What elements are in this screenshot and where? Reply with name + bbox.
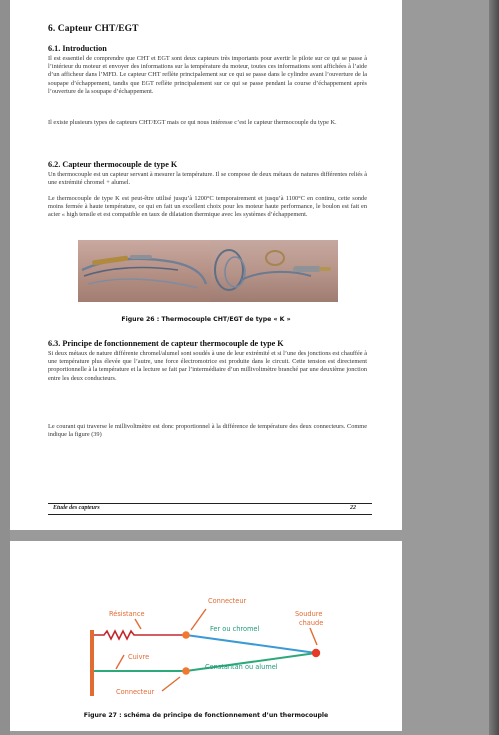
viewer-scrollbar[interactable] <box>489 0 499 735</box>
footer-rule-top <box>48 503 372 504</box>
footer-rule-bottom <box>48 514 372 515</box>
subsection-title-principle: 6.3. Principe de fonctionnement de capteur thermocouple de type K <box>48 339 284 348</box>
left-connector-bar <box>90 630 94 696</box>
pointer-connecteur-top <box>191 609 206 630</box>
label-soudure-chaude: Soudure chaude <box>295 610 324 627</box>
thermocouple-photo-left <box>78 240 211 302</box>
label-connecteur-top: Connecteur <box>208 597 247 605</box>
pointer-resistance <box>135 619 141 629</box>
document-page-23 <box>10 541 402 731</box>
subsection-title-type-k: 6.2. Capteur thermocouple de type K <box>48 160 178 169</box>
document-page-22 <box>10 0 402 530</box>
pointer-connecteur-bottom <box>162 677 180 691</box>
paragraph-principle-1: Si deux métaux de nature différente chromel/alumel sont soudés à une de leur extrémité et si l’une des jonctions est chauffée à une température plus élevée que l’autre, une force électromotrice est produite dans le circuit. Cette tension est directement proportionnelle à la température et la lecture se fait par l’intermédiaire d’un millivoltmètre branché par une deuxième jonction entre les deux conducteurs. <box>48 350 367 382</box>
label-cuivre: Cuivre <box>128 653 150 661</box>
label-connecteur-bottom: Connecteur <box>116 688 155 696</box>
hot-junction-dot <box>312 649 320 657</box>
paragraph-type-k-1: Un thermocouple est un capteur servant à mesurer la température. Il se compose de deux métaux de natures différentes reliés à une extrémité chromel + alumel. <box>48 171 367 187</box>
paragraph-intro-1: Il est essentiel de comprendre que CHT et EGT sont deux capteurs très importants pour avertir le pilote sur ce qui se passe à l’intérieur du moteur et envoyer des informations sur la température du moteur, toutes ces informations sont affichées à l’aide d’un afficheur dans l’MFD. Le capteur CHT reflète principalement sur ce qui se passe dans le cylindre avant l’ouverture de la soupape d’échappement, tandis que EGT reflète principalement sur ce qui se passe pendant la course d’échappement après l’ouverture de la soupape d’échappement. <box>48 55 367 95</box>
resistor-symbol <box>94 631 186 639</box>
pointer-cuivre <box>116 655 124 669</box>
section-title: 6. Capteur CHT/EGT <box>48 24 139 34</box>
thermocouple-diagram <box>10 541 402 701</box>
thermocouple-photo-right <box>211 240 338 302</box>
pointer-soudure <box>310 628 317 645</box>
viewer-left-edge <box>0 0 10 735</box>
footer-title: Etude des capteurs <box>53 505 100 511</box>
label-fer-chromel: Fer ou chromel <box>210 625 260 633</box>
paragraph-intro-2: Il existe plusieurs types de capteurs CHT/EGT mais ce qui nous intéresse c’est le capteur thermocouple du type K. <box>48 119 337 126</box>
paragraph-type-k-2: Le thermocouple de type K est peut-être utilisé jusqu’à 1200°C temporairement et jusqu’à 1100°C en continu, cette sonde moins fermée à haute température, ce qui en fait un excellent choix pour les moteur haute performance, le boulon est fait en acier « high tensile et est compatible en taux de dilatation thermique avec les systèmes d’échappement. <box>48 195 367 219</box>
page-number: 22 <box>350 505 356 511</box>
chromel-wire <box>186 635 316 653</box>
figure-26-caption: Figure 26 : Thermocouple CHT/EGT de type « K » <box>121 316 291 323</box>
paragraph-principle-2: Le courant qui traverse le millivoltmètre est donc proportionnel à la différence de température des deux connecteurs. Comme indique la figure (39) <box>48 423 367 439</box>
label-constantan-alumel: Constantan ou alumel <box>205 663 278 671</box>
bottom-connector-dot <box>182 667 190 675</box>
figure-27-caption: Figure 27 : schéma de principe de fonctionnement d’un thermocouple <box>83 712 329 719</box>
top-connector-dot <box>182 631 190 639</box>
label-resistance: Résistance <box>109 610 145 618</box>
subsection-title-intro: 6.1. Introduction <box>48 44 107 53</box>
